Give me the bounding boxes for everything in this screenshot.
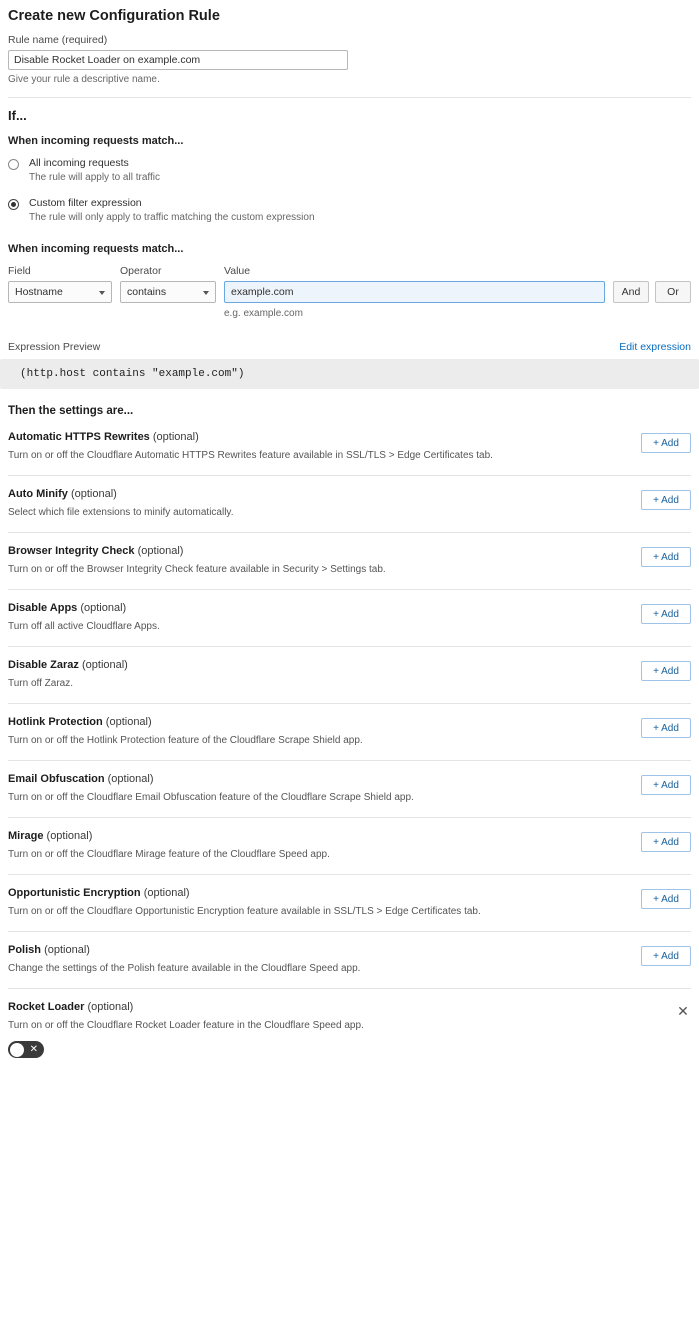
setting-row — [8, 874, 691, 931]
add-button[interactable]: + Add — [641, 661, 691, 681]
setting-optional: (optional) — [143, 887, 190, 899]
add-button[interactable]: + Add — [641, 946, 691, 966]
setting-row — [8, 931, 691, 988]
if-section-heading: If... — [8, 108, 27, 123]
page-title: Create new Configuration Rule — [8, 8, 220, 24]
setting-description: Turn on or off the Cloudflare Mirage feature of the Cloudflare Speed app. — [8, 849, 330, 860]
setting-description: Turn on or off the Cloudflare Rocket Loader feature in the Cloudflare Speed app. — [8, 1020, 364, 1031]
value-input[interactable] — [224, 281, 605, 303]
setting-title: Hotlink Protection — [8, 716, 103, 728]
add-button[interactable]: + Add — [641, 718, 691, 738]
setting-optional: (optional) — [70, 488, 117, 500]
rule-name-label: Rule name (required) — [8, 34, 108, 46]
filter-heading: When incoming requests match... — [8, 243, 184, 255]
setting-title: Rocket Loader — [8, 1001, 85, 1013]
and-button[interactable]: And — [613, 281, 649, 303]
setting-title: Email Obfuscation — [8, 773, 105, 785]
radio-option-all-requests[interactable] — [8, 157, 691, 183]
radio-desc-custom-filter: The rule will only apply to traffic matching the custom expression — [29, 212, 315, 223]
setting-title: Browser Integrity Check — [8, 545, 135, 557]
setting-title: Opportunistic Encryption — [8, 887, 141, 899]
rocket-loader-toggle[interactable] — [8, 1041, 44, 1058]
setting-title: Automatic HTTPS Rewrites — [8, 431, 150, 443]
add-button[interactable]: + Add — [641, 832, 691, 852]
setting-title: Disable Apps — [8, 602, 78, 614]
or-button[interactable]: Or — [655, 281, 691, 303]
operator-column-label: Operator — [120, 265, 162, 277]
setting-optional: (optional) — [81, 659, 128, 671]
setting-optional: (optional) — [137, 545, 184, 557]
setting-optional: (optional) — [105, 716, 152, 728]
setting-row — [8, 532, 691, 589]
setting-optional: (optional) — [87, 1001, 134, 1013]
setting-optional: (optional) — [80, 602, 127, 614]
setting-row — [8, 589, 691, 646]
expression-preview-box: (http.host contains "example.com") — [0, 359, 699, 389]
toggle-knob — [10, 1043, 24, 1057]
setting-title: Polish — [8, 944, 42, 956]
setting-optional: (optional) — [107, 773, 154, 785]
value-help-text: e.g. example.com — [224, 308, 303, 319]
then-section-heading: Then the settings are... — [8, 405, 134, 417]
add-button[interactable]: + Add — [641, 889, 691, 909]
edit-expression-link[interactable]: Edit expression — [619, 341, 691, 353]
setting-optional: (optional) — [46, 830, 93, 842]
add-button[interactable]: + Add — [641, 604, 691, 624]
setting-row — [8, 646, 691, 703]
add-button[interactable]: + Add — [641, 433, 691, 453]
add-button[interactable]: + Add — [641, 547, 691, 567]
radio-icon-custom-filter[interactable] — [8, 199, 19, 210]
setting-description: Turn on or off the Browser Integrity Check feature available in Security > Settings tab. — [8, 564, 386, 575]
field-column-label: Field — [8, 265, 31, 277]
setting-row — [8, 703, 691, 760]
radio-option-custom-filter[interactable] — [8, 197, 691, 223]
setting-title: Mirage — [8, 830, 44, 842]
setting-description: Turn on or off the Cloudflare Opportunistic Encryption feature available in SSL/TLS > Edge Certificates tab. — [8, 906, 481, 917]
setting-description: Turn off all active Cloudflare Apps. — [8, 621, 160, 632]
operator-select[interactable]: contains — [120, 281, 216, 303]
setting-description: Turn off Zaraz. — [8, 678, 74, 689]
setting-description: Turn on or off the Hotlink Protection feature of the Cloudflare Scrape Shield app. — [8, 735, 363, 746]
field-select[interactable]: Hostname — [8, 281, 112, 303]
setting-row-rocket-loader — [8, 988, 691, 1072]
divider — [8, 97, 691, 98]
toggle-off-icon: ✕ — [29, 1044, 38, 1055]
setting-row — [8, 417, 691, 475]
setting-optional: (optional) — [152, 431, 199, 443]
value-column-label: Value — [224, 265, 251, 277]
close-icon[interactable]: ✕ — [677, 1003, 689, 1019]
setting-description: Change the settings of the Polish feature available in the Cloudflare Speed app. — [8, 963, 361, 974]
if-section-subheading: When incoming requests match... — [8, 135, 184, 147]
setting-title: Auto Minify — [8, 488, 68, 500]
setting-description: Turn on or off the Cloudflare Email Obfuscation feature of the Cloudflare Scrape Shield app. — [8, 792, 414, 803]
radio-label-all-requests: All incoming requests — [29, 157, 129, 169]
setting-title: Disable Zaraz — [8, 659, 79, 671]
filter-row — [8, 265, 691, 319]
radio-icon-all-requests[interactable] — [8, 159, 19, 170]
setting-description: Select which file extensions to minify automatically. — [8, 507, 234, 518]
setting-description: Turn on or off the Cloudflare Automatic HTTPS Rewrites feature available in SSL/TLS > Edge Certificates tab. — [8, 450, 493, 461]
radio-label-custom-filter: Custom filter expression — [29, 197, 142, 209]
rule-name-group — [8, 34, 691, 85]
rule-name-input[interactable] — [8, 50, 348, 70]
setting-optional: (optional) — [44, 944, 90, 956]
settings-list — [8, 417, 691, 1072]
expression-preview-label: Expression Preview — [8, 341, 101, 353]
add-button[interactable]: + Add — [641, 775, 691, 795]
setting-row — [8, 760, 691, 817]
setting-row — [8, 475, 691, 532]
radio-desc-all-requests: The rule will apply to all traffic — [29, 172, 160, 183]
setting-row — [8, 817, 691, 874]
add-button[interactable]: + Add — [641, 490, 691, 510]
rule-name-help: Give your rule a descriptive name. — [8, 74, 160, 85]
expression-preview-header — [8, 341, 691, 353]
